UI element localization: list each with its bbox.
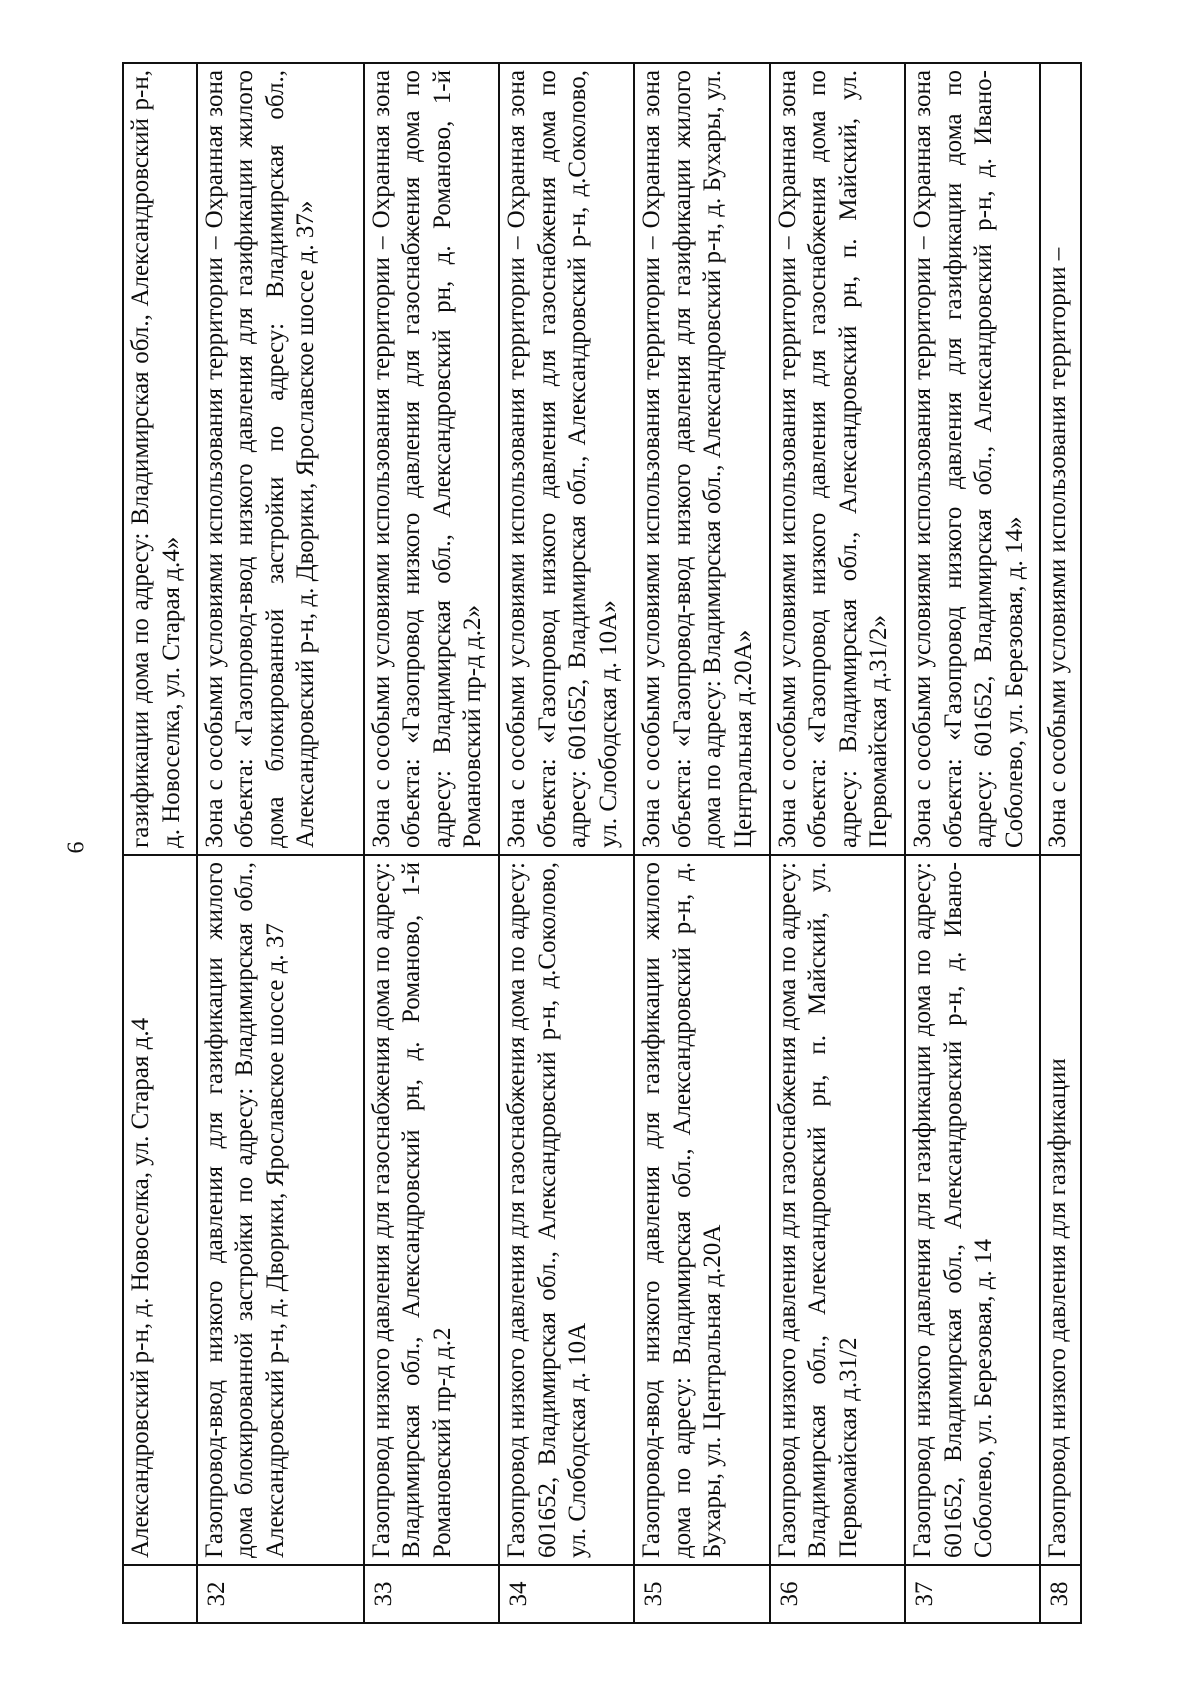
table-row — [770, 63, 905, 1623]
table-row — [197, 63, 364, 1623]
objects-table — [122, 62, 1082, 1624]
row-number-cell: 34 — [499, 1565, 634, 1623]
zone-cell: Зона с особыми условиями использования территории – Охранная зона объекта: «Газопровод-ввод низкого давления для газификации жилого дома блокированной застройки по адресу: Владимирская обл., Александровский р-н, д. Дворики, Ярославское шоссе д. 37» — [197, 63, 364, 855]
object-cell: Газопровод-ввод низкого давления для газификации жилого дома блокированной застройки по адресу: Владимирская обл., Александровский р-н, д. Дворики, Ярославское шоссе д. 37 — [197, 855, 364, 1565]
table-row — [123, 63, 197, 1623]
row-number-cell: 33 — [364, 1565, 499, 1623]
zone-cell: Зона с особыми условиями использования территории – Охранная зона объекта: «Газопровод низкого давления для газоснабжения дома по адресу: 601652, Владимирская обл., Александровский р-н, д.Соколово, ул. Слободская д. 10А» — [499, 63, 634, 855]
zone-cell: газификации дома по адресу: Владимирская обл., Александровский р-н, д. Новоселка, ул. Старая д.4» — [123, 63, 197, 855]
row-number-cell: 36 — [770, 1565, 905, 1623]
object-cell: Газопровод низкого давления для газоснабжения дома по адресу: 601652, Владимирская обл., Александровский р-н, д.Соколово, ул. Слободская д. 10А — [499, 855, 634, 1565]
row-number-cell: 38 — [1040, 1565, 1081, 1623]
row-number-cell: 37 — [905, 1565, 1040, 1623]
row-number-cell — [123, 1565, 197, 1623]
row-number-cell: 32 — [197, 1565, 364, 1623]
object-cell: Газопровод низкого давления для газификации — [1040, 855, 1081, 1565]
object-cell: Газопровод-ввод низкого давления для газификации жилого дома по адресу: Владимирская обл., Александровский р-н, д. Бухары, ул. Центральная д.20А — [634, 855, 769, 1565]
zone-cell: Зона с особыми условиями использования территории – Охранная зона объекта: «Газопровод низкого давления для газификации дома по адресу: 601652, Владимирская обл., Александровский р-н, д. Ивано-Соболево, ул. Березовая, д. 14» — [905, 63, 1040, 855]
object-cell: Александровский р-н, д. Новоселка, ул. Старая д.4 — [123, 855, 197, 1565]
page-number: 6 — [63, 841, 90, 854]
table-row — [499, 63, 634, 1623]
table-row — [634, 63, 769, 1623]
zone-cell: Зона с особыми условиями использования территории – Охранная зона объекта: «Газопровод низкого давления для газоснабжения дома по адресу: Владимирская обл., Александровский рн, п. Майский, ул. Первомайская д.31/2» — [770, 63, 905, 855]
object-cell: Газопровод низкого давления для газоснабжения дома по адресу: Владимирская обл., Александровский рн, п. Майский, ул. Первомайская д.31/2 — [770, 855, 905, 1565]
zone-cell: Зона с особыми условиями использования территории – Охранная зона объекта: «Газопровод-ввод низкого давления для газификации жилого дома по адресу: Владимирская обл., Александровский р-н, д. Бухары, ул. Центральная д.20А» — [634, 63, 769, 855]
zone-cell: Зона с особыми условиями использования территории – — [1040, 63, 1081, 855]
zone-cell: Зона с особыми условиями использования территории – Охранная зона объекта: «Газопровод низкого давления для газоснабжения дома по адресу: Владимирская обл., Александровский рн, д. Романово, 1-й Романовский пр-д д.2» — [364, 63, 499, 855]
table-row — [1040, 63, 1081, 1623]
table-row — [364, 63, 499, 1623]
object-cell: Газопровод низкого давления для газификации дома по адресу: 601652, Владимирская обл., Александровский р-н, д. Ивано-Соболево, ул. Березовая, д. 14 — [905, 855, 1040, 1565]
object-cell: Газопровод низкого давления для газоснабжения дома по адресу: Владимирская обл., Александровский рн, д. Романово, 1-й Романовский пр-д д.2 — [364, 855, 499, 1565]
rotated-table-sheet — [122, 64, 1082, 1624]
row-number-cell: 35 — [634, 1565, 769, 1623]
table-row — [905, 63, 1040, 1623]
